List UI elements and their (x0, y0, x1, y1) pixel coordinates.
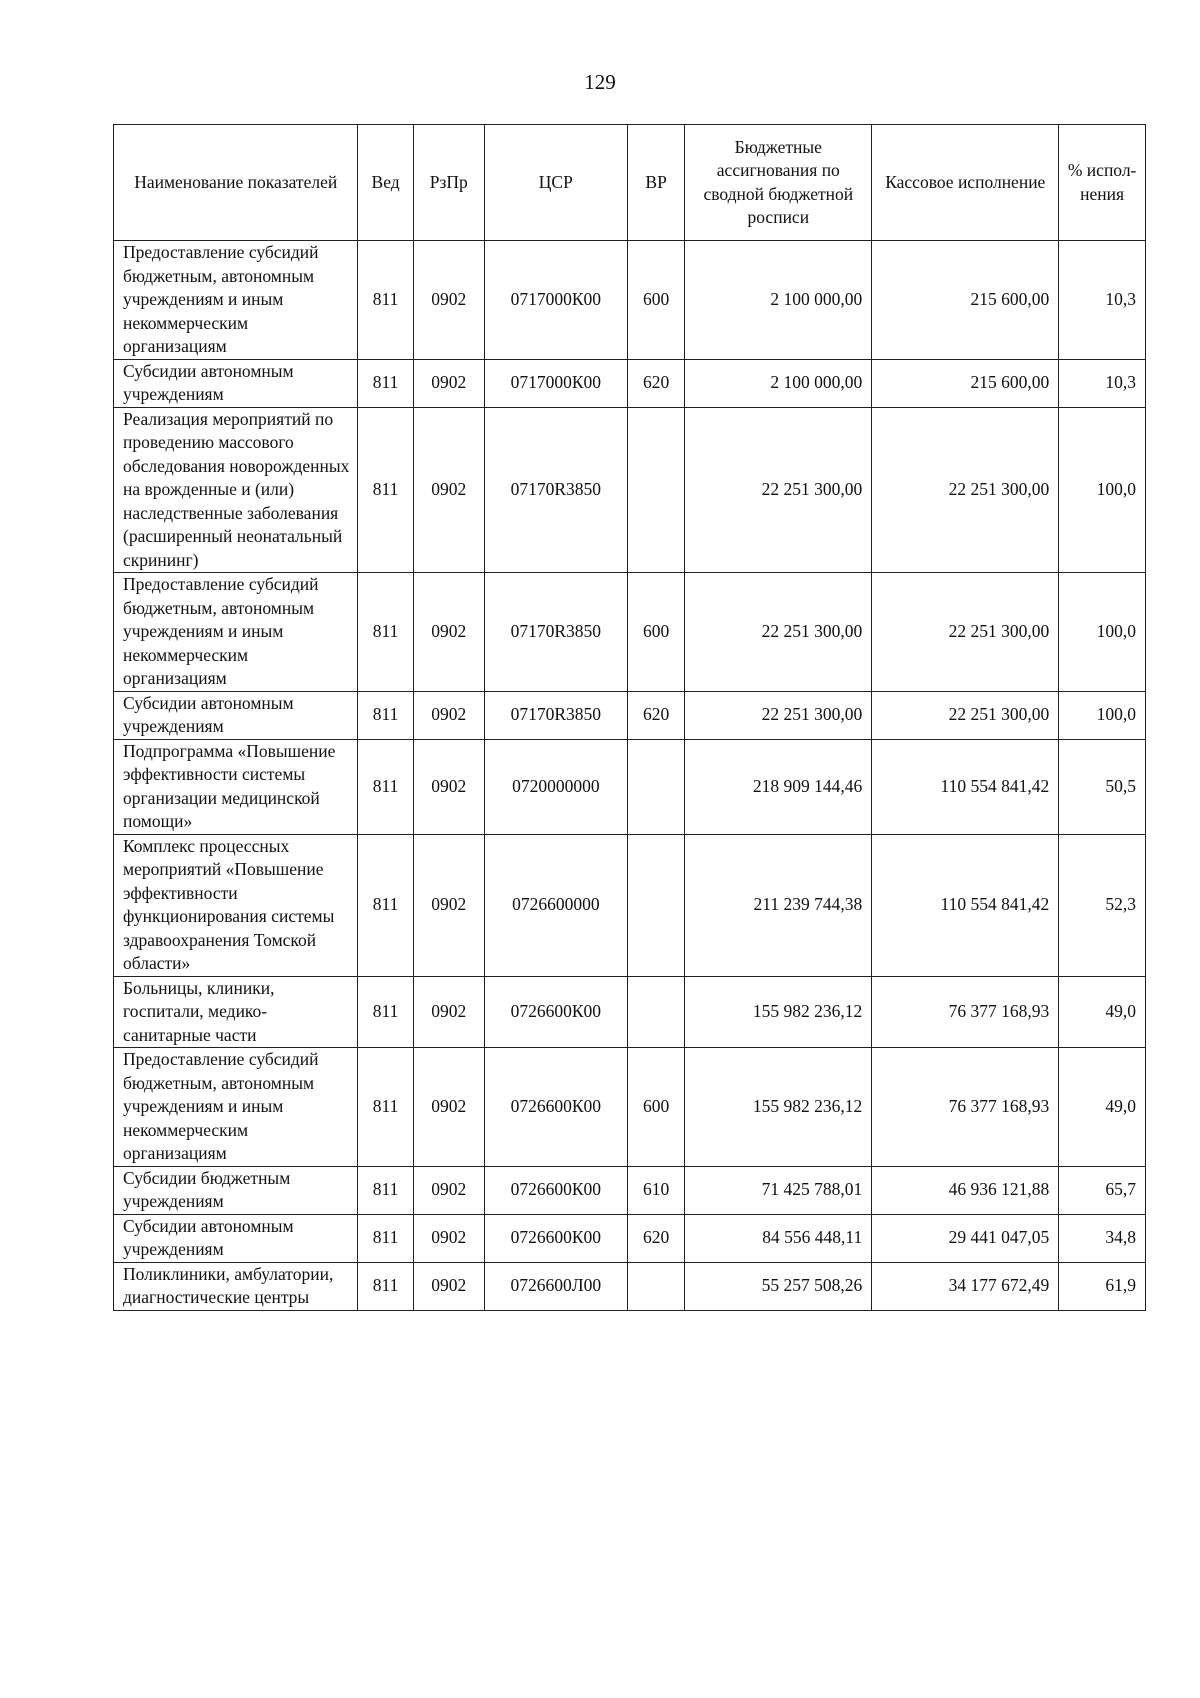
cell-csr: 0720000000 (484, 739, 627, 834)
cell-assigned: 155 982 236,12 (685, 1048, 872, 1167)
cell-ved: 811 (358, 1214, 413, 1262)
cell-ved: 811 (358, 976, 413, 1048)
cell-rzpr: 0902 (413, 739, 484, 834)
cell-ved: 811 (358, 739, 413, 834)
cell-percent: 10,3 (1059, 241, 1146, 360)
cell-name: Субсидии автономным учреждениям (114, 691, 358, 739)
cell-assigned: 84 556 448,11 (685, 1214, 872, 1262)
cell-percent: 61,9 (1059, 1262, 1146, 1310)
cell-assigned: 211 239 744,38 (685, 834, 872, 976)
cell-executed: 22 251 300,00 (872, 691, 1059, 739)
table-row (114, 834, 1146, 976)
table-row (114, 241, 1146, 360)
cell-name: Комплекс процессных мероприятий «Повышение эффективности функционирования системы здравоохранения Томской области» (114, 834, 358, 976)
cell-ved: 811 (358, 407, 413, 573)
cell-rzpr: 0902 (413, 1166, 484, 1214)
cell-executed: 76 377 168,93 (872, 976, 1059, 1048)
cell-csr: 07170R3850 (484, 407, 627, 573)
page-number: 129 (584, 70, 616, 94)
header-vr: ВР (627, 125, 684, 241)
cell-name: Реализация мероприятий по проведению массового обследования новорожденных на врожденные и (или) наследственные заболевания (расширенный неонатальный скрининг) (114, 407, 358, 573)
cell-csr: 0717000К00 (484, 359, 627, 407)
cell-percent: 100,0 (1059, 407, 1146, 573)
cell-assigned: 2 100 000,00 (685, 241, 872, 360)
cell-ved: 811 (358, 573, 413, 692)
cell-rzpr: 0902 (413, 1262, 484, 1310)
cell-vr (627, 407, 684, 573)
cell-rzpr: 0902 (413, 241, 484, 360)
cell-name: Субсидии автономным учреждениям (114, 359, 358, 407)
cell-rzpr: 0902 (413, 1214, 484, 1262)
cell-csr: 0717000К00 (484, 241, 627, 360)
cell-percent: 100,0 (1059, 691, 1146, 739)
cell-assigned: 2 100 000,00 (685, 359, 872, 407)
header-name: Наименование показателей (114, 125, 358, 241)
cell-vr: 600 (627, 573, 684, 692)
cell-vr: 620 (627, 1214, 684, 1262)
cell-assigned: 22 251 300,00 (685, 407, 872, 573)
cell-vr (627, 834, 684, 976)
cell-executed: 110 554 841,42 (872, 739, 1059, 834)
cell-rzpr: 0902 (413, 573, 484, 692)
cell-percent: 34,8 (1059, 1214, 1146, 1262)
cell-rzpr: 0902 (413, 1048, 484, 1167)
cell-name: Поликлиники, амбулатории, диагностические центры (114, 1262, 358, 1310)
table-row (114, 691, 1146, 739)
cell-csr: 0726600Л00 (484, 1262, 627, 1310)
cell-csr: 0726600К00 (484, 976, 627, 1048)
cell-ved: 811 (358, 1048, 413, 1167)
header-ved: Вед (358, 125, 413, 241)
cell-assigned: 218 909 144,46 (685, 739, 872, 834)
cell-csr: 0726600К00 (484, 1048, 627, 1167)
cell-executed: 46 936 121,88 (872, 1166, 1059, 1214)
cell-csr: 07170R3850 (484, 573, 627, 692)
cell-percent: 52,3 (1059, 834, 1146, 976)
cell-assigned: 22 251 300,00 (685, 573, 872, 692)
cell-executed: 76 377 168,93 (872, 1048, 1059, 1167)
cell-ved: 811 (358, 834, 413, 976)
cell-vr: 600 (627, 1048, 684, 1167)
cell-executed: 22 251 300,00 (872, 573, 1059, 692)
cell-ved: 811 (358, 241, 413, 360)
cell-csr: 0726600000 (484, 834, 627, 976)
header-rzpr: РзПр (413, 125, 484, 241)
cell-percent: 10,3 (1059, 359, 1146, 407)
cell-assigned: 71 425 788,01 (685, 1166, 872, 1214)
table-row (114, 739, 1146, 834)
table-row (114, 573, 1146, 692)
cell-vr (627, 976, 684, 1048)
table-row (114, 407, 1146, 573)
cell-name: Больницы, клиники, госпитали, медико-санитарные части (114, 976, 358, 1048)
cell-executed: 215 600,00 (872, 359, 1059, 407)
cell-rzpr: 0902 (413, 976, 484, 1048)
cell-ved: 811 (358, 359, 413, 407)
cell-executed: 34 177 672,49 (872, 1262, 1059, 1310)
cell-rzpr: 0902 (413, 834, 484, 976)
cell-csr: 0726600К00 (484, 1166, 627, 1214)
cell-executed: 110 554 841,42 (872, 834, 1059, 976)
cell-vr: 620 (627, 359, 684, 407)
cell-executed: 22 251 300,00 (872, 407, 1059, 573)
cell-percent: 100,0 (1059, 573, 1146, 692)
table-row (114, 1214, 1146, 1262)
table-row (114, 976, 1146, 1048)
header-percent: % испол-нения (1059, 125, 1146, 241)
cell-name: Предоставление субсидий бюджетным, автономным учреждениям и иным некоммерческим организациям (114, 241, 358, 360)
table-row (114, 1048, 1146, 1167)
cell-vr: 600 (627, 241, 684, 360)
cell-percent: 50,5 (1059, 739, 1146, 834)
cell-name: Субсидии автономным учреждениям (114, 1214, 358, 1262)
cell-rzpr: 0902 (413, 407, 484, 573)
header-csr: ЦСР (484, 125, 627, 241)
cell-name: Субсидии бюджетным учреждениям (114, 1166, 358, 1214)
cell-vr: 610 (627, 1166, 684, 1214)
cell-vr (627, 1262, 684, 1310)
cell-ved: 811 (358, 1166, 413, 1214)
cell-percent: 65,7 (1059, 1166, 1146, 1214)
table-row (114, 359, 1146, 407)
cell-ved: 811 (358, 1262, 413, 1310)
budget-table (113, 124, 1146, 1311)
cell-csr: 0726600К00 (484, 1214, 627, 1262)
cell-name: Предоставление субсидий бюджетным, автономным учреждениям и иным некоммерческим организациям (114, 573, 358, 692)
cell-assigned: 155 982 236,12 (685, 976, 872, 1048)
cell-name: Предоставление субсидий бюджетным, автономным учреждениям и иным некоммерческим организациям (114, 1048, 358, 1167)
cell-name: Подпрограмма «Повышение эффективности системы организации медицинской помощи» (114, 739, 358, 834)
cell-vr (627, 739, 684, 834)
cell-rzpr: 0902 (413, 359, 484, 407)
table-row (114, 1166, 1146, 1214)
cell-percent: 49,0 (1059, 1048, 1146, 1167)
cell-assigned: 22 251 300,00 (685, 691, 872, 739)
cell-vr: 620 (627, 691, 684, 739)
table-row (114, 1262, 1146, 1310)
cell-rzpr: 0902 (413, 691, 484, 739)
header-row (114, 125, 1146, 241)
cell-executed: 29 441 047,05 (872, 1214, 1059, 1262)
cell-percent: 49,0 (1059, 976, 1146, 1048)
header-assigned: Бюджетные ассигнования по сводной бюджетной росписи (685, 125, 872, 241)
header-executed: Кассовое исполнение (872, 125, 1059, 241)
cell-assigned: 55 257 508,26 (685, 1262, 872, 1310)
cell-csr: 07170R3850 (484, 691, 627, 739)
cell-executed: 215 600,00 (872, 241, 1059, 360)
cell-ved: 811 (358, 691, 413, 739)
